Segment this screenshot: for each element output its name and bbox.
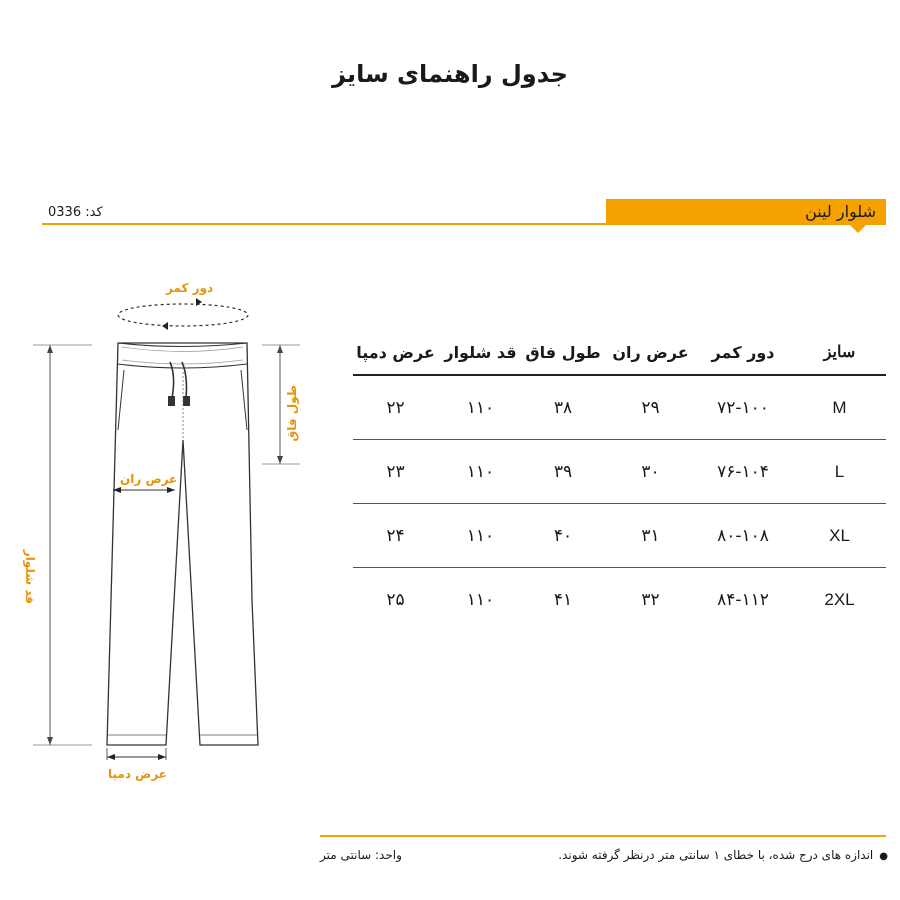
header-thigh: عرض ران [612, 342, 689, 362]
thigh-cell: ۳۱ [641, 525, 660, 546]
rise-cell: ۳۹ [553, 461, 573, 482]
header-length: قد شلوار [444, 342, 517, 362]
size-cell: L [834, 461, 845, 481]
rise-cell: ۴۰ [553, 525, 573, 546]
rise-cell: ۴۱ [553, 589, 573, 610]
product-code-label: کد: [85, 205, 103, 220]
hem-cell: ۲۲ [386, 397, 405, 418]
waist-cell: ۷۲-۱۰۰ [717, 397, 769, 418]
table-row [353, 440, 886, 504]
thigh-cell: ۳۲ [641, 589, 660, 610]
waist-arrow-bottom [162, 322, 168, 330]
footer-note [558, 848, 888, 862]
size-cell: XL [829, 525, 850, 545]
waist-cell: ۸۰-۱۰۸ [717, 525, 769, 546]
size-cell: 2XL [824, 589, 855, 609]
table-row [353, 568, 886, 631]
waist-cell: ۸۴-۱۱۲ [717, 589, 769, 610]
header-rise: طول فاق [525, 342, 601, 362]
hem-cell: ۲۳ [386, 461, 405, 482]
hem-label: عرض دمپا [108, 767, 167, 781]
thigh-cell: ۳۰ [641, 461, 660, 482]
size-table [353, 330, 886, 631]
product-code-value: 0336 [48, 205, 82, 220]
thigh-label: عرض ران [120, 472, 178, 486]
header-hem: عرض دمپا [356, 342, 435, 362]
header-divider [42, 223, 608, 225]
header-waist: دور کمر [711, 342, 775, 362]
length-cell: ۱۱۰ [466, 525, 495, 546]
page-title: جدول راهنمای سایز [332, 60, 568, 88]
hem-cell: ۲۴ [386, 525, 405, 546]
table-header [353, 330, 886, 376]
size-cell: M [832, 397, 847, 417]
pants-outline [107, 343, 258, 745]
waist-ellipse [118, 304, 248, 326]
bullet-icon: ● [879, 851, 888, 862]
product-name: شلوار لینن [805, 202, 876, 221]
rise-cell: ۳۸ [553, 397, 573, 418]
hem-cell: ۲۵ [386, 589, 405, 610]
unit-label: واحد: سانتی متر [320, 848, 402, 862]
drawstring [170, 362, 187, 398]
table-row [353, 376, 886, 440]
footer-divider [320, 835, 886, 837]
length-cell: ۱۱۰ [466, 461, 495, 482]
length-cell: ۱۱۰ [466, 589, 495, 610]
left-pocket [118, 370, 124, 430]
product-tab-notch [850, 225, 866, 233]
right-pocket [241, 370, 247, 430]
rise-label: طول فاق [285, 385, 299, 442]
waist-cell: ۷۶-۱۰۴ [717, 461, 769, 482]
header-size: سایز [823, 344, 856, 361]
length-label: قد شلوار [23, 549, 37, 604]
footer-note-text: اندازه های درج شده، با خطای ۱ سانتی متر درنظر گرفته شوند. [558, 848, 874, 862]
length-cell: ۱۱۰ [466, 397, 495, 418]
waist-label: دور کمر [166, 281, 214, 295]
table-row [353, 504, 886, 568]
pants-diagram [0, 280, 330, 760]
product-name-tab [606, 199, 886, 225]
product-code [48, 205, 103, 220]
thigh-cell: ۲۹ [641, 397, 660, 418]
